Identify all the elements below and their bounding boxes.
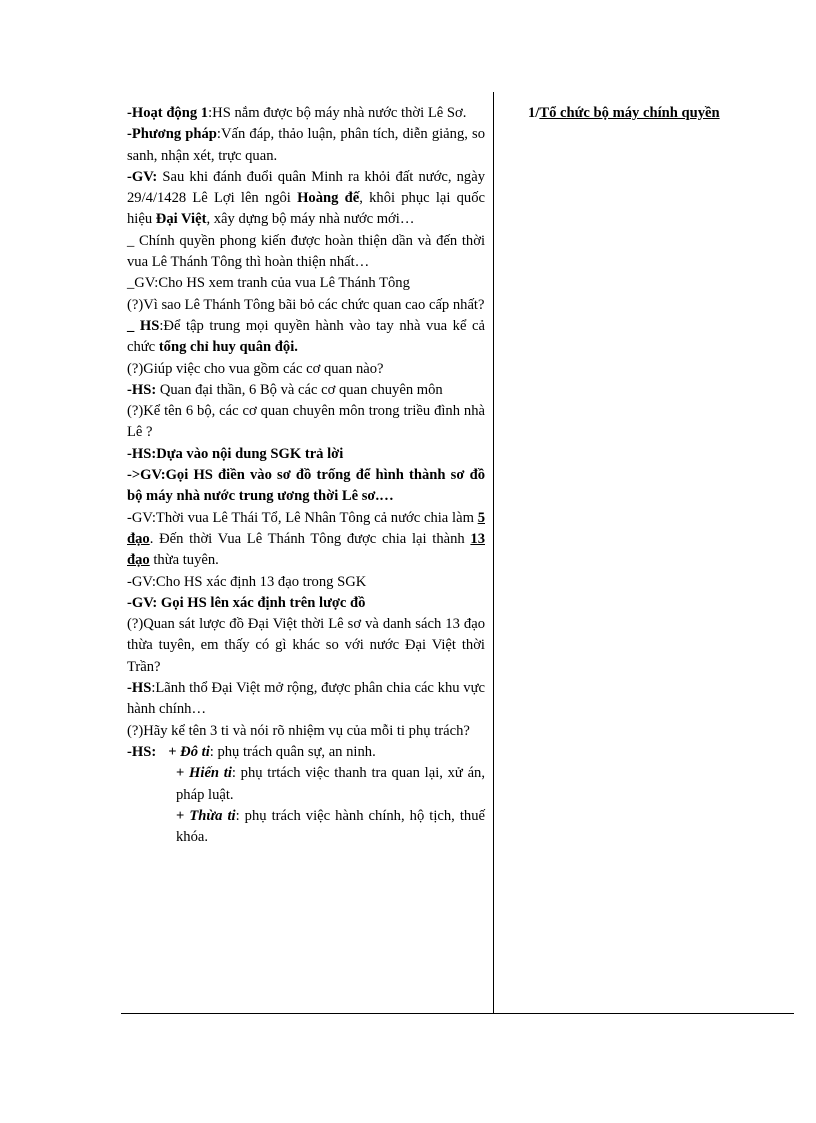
government-paragraph: _ Chính quyền phong kiến được hoàn thiện dần và đến thời vua Lê Thánh Tông thì hoàn thiện nhất… [127,232,485,271]
answer-do-ti: -HS: + Đô ti: phụ trách quân sự, an ninh. [127,743,376,760]
student-answer-territory: -HS:Lãnh thổ Đại Việt mở rộng, được phân chia các khu vực hành chính… [127,680,485,718]
activity-title: -Hoạt động 1:HS nắm được bộ máy nhà nước thời Lê Sơ. [127,105,467,121]
student-answer-sgk: -HS:Dựa vào nội dung SGK trả lời [127,445,344,462]
table-bottom-rule [121,1013,794,1014]
column-divider [493,92,494,1013]
section-heading: Tổ chức bộ máy chính quyền [539,105,720,121]
teacher-map-line: -GV: Gọi HS lên xác định trên lược đồ [127,594,366,611]
answer-hien-ti: + Hiến ti: phụ trtách việc thanh tra quan lại, xử án, pháp luật. [176,765,485,803]
student-answer-organs: -HS: Quan đại thần, 6 Bộ và các cơ quan chuyên môn [127,381,443,398]
question-assist: (?)Giúp việc cho vua gồm các cơ quan nào? [127,360,384,377]
teacher-diagram-task: ->GV:Gọi HS điền vào sơ đồ trống để hình thành sơ đồ bộ máy nhà nước trung ương thời Lê sơ.… [127,467,485,505]
teacher-provinces-paragraph: -GV:Thời vua Lê Thái Tổ, Lê Nhân Tông cả nước chia làm 5 đạo. Đến thời Vua Lê Thánh Tông được chia lại thành 13 đạo thừa tuyên. [127,509,485,569]
activity-column [127,103,485,848]
answer-thua-ti: + Thừa ti: phụ trách việc hành chính, hộ tịch, thuế khóa. [176,807,485,846]
question-six-ministries: (?)Kể tên 6 bộ, các cơ quan chuyên môn trong triều đình nhà Lê ? [127,403,485,441]
content-column [528,103,788,124]
teacher-identify-line: -GV:Cho HS xác định 13 đạo trong SGK [127,573,367,590]
method-paragraph: -Phương pháp:Vấn đáp, thảo luận, phân tích, diễn giảng, so sanh, nhận xét, trực quan. [127,126,486,164]
student-answer-power: _ HS:Để tập trung mọi quyền hành vào tay nhà vua kể cả chức tổng chỉ huy quân đội. [127,317,485,356]
teacher-picture-line: _GV:Cho HS xem tranh của vua Lê Thánh Tông [127,275,410,292]
question-three-ti: (?)Hãy kể tên 3 ti và nói rõ nhiệm vụ của mỗi ti phụ trách? [127,722,470,739]
section-number: 1/ [528,105,540,121]
question-compare-map: (?)Quan sát lược đồ Đại Việt thời Lê sơ và danh sách 13 đạo thừa tuyên, em thấy có gì khác so với nước Đại Việt thời Trần? [127,616,485,675]
teacher-intro-paragraph: -GV: Sau khi đánh đuổi quân Minh ra khỏi đất nước, ngày 29/4/1428 Lê Lợi lên ngôi Hoàng đế, khôi phục lại quốc hiệu Đại Việt, xây dựng bộ máy nhà nước mới… [127,168,485,228]
question-abolish: (?)Vì sao Lê Thánh Tông bãi bỏ các chức quan cao cấp nhất? [127,296,485,313]
